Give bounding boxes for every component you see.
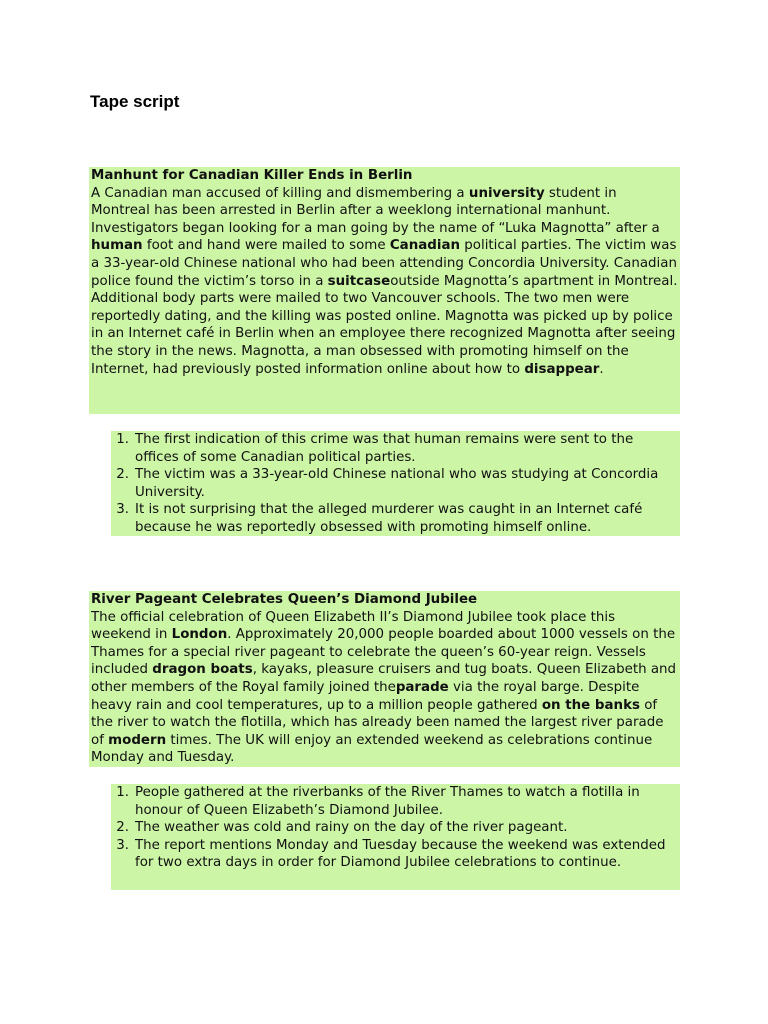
article-headline: River Pageant Celebrates Queen’s Diamond Jubilee (91, 592, 478, 607)
body-segment: A Canadian man accused of killing and dismembering a (91, 185, 469, 201)
statement-text: It is not surprising that the alleged murderer was caught in an Internet café because he was reportedly obsessed with promoting himself online. (135, 502, 643, 535)
bold-keyword: disappear (524, 361, 600, 377)
body-segment: via the royal barge. Despite heavy rain and cool temperatures, up to a million people gathered (91, 679, 640, 713)
bold-keyword: human (91, 238, 143, 254)
list-item: 1. The first indication of this crime was that human remains were sent to the offices of some Canadian political parties. (116, 432, 634, 465)
article-body (91, 609, 678, 767)
body-segment: The official celebration of Queen Elizabeth II’s Diamond Jubilee took place this weekend in (91, 609, 616, 643)
bold-keyword: Canadian (389, 238, 461, 254)
statement-text: The first indication of this crime was that human remains were sent to the offices of some Canadian political parties. (135, 432, 634, 465)
statement-text: The weather was cold and rainy on the day of the river pageant. (135, 820, 568, 836)
article-body (91, 185, 678, 379)
statement-text: The report mentions Monday and Tuesday because the weekend was extended for two extra days in order for Diamond Jubilee celebrations to continue. (135, 837, 666, 871)
article-headline: Manhunt for Canadian Killer Ends in Berlin (91, 168, 413, 183)
body-segment: student in Montreal has been arrested in Berlin after a weeklong international manhunt. Investigators began looking for a man going by the name of “Luka Magnotta” after a (91, 185, 660, 236)
bold-keyword: parade (395, 679, 449, 695)
statement-text: The victim was a 33-year-old Chinese national who was studying at Concordia University. (135, 467, 659, 500)
article-manhunt (89, 167, 680, 414)
statements-list-manhunt (111, 431, 680, 536)
bold-keyword: London (171, 627, 228, 643)
body-segment: . (599, 361, 604, 377)
list-item: 1. People gathered at the riverbanks of the River Thames to watch a flotilla in honour of Queen Elizabeth’s Diamond Jubilee. (116, 785, 640, 818)
list-item: 3. The report mentions Monday and Tuesday because the weekend was extended for two extra days in order for Diamond Jubilee celebrations to continue. (116, 837, 666, 871)
statement-text: People gathered at the riverbanks of the River Thames to watch a flotilla in honour of Queen Elizabeth’s Diamond Jubilee. (135, 785, 640, 818)
bold-keyword: dragon boats (152, 662, 253, 678)
bold-keyword: university (468, 185, 545, 201)
body-segment: times. The UK will enjoy an extended weekend as celebrations continue Monday and Tuesday. (91, 732, 653, 766)
page-title: Tape script (90, 92, 180, 111)
article-river-pageant (89, 591, 680, 767)
body-segment: foot and hand were mailed to some (142, 238, 390, 254)
statements-list-river-pageant (111, 784, 680, 890)
body-segment: . Approximately 20,000 people boarded about 1000 vessels on the Thames for a special river pageant to celebrate the queen’s 60-year reign. Vessels included (91, 627, 676, 678)
bold-keyword: on the banks (541, 697, 640, 713)
body-segment: political parties. The victim was a 33-year-old Chinese national who had been attending Concordia University. Canadian police found the victim’s torso in a (91, 238, 677, 289)
body-segment: outside Magnotta’s apartment in Montreal. Additional body parts were mailed to two Vancouver schools. The two men were reportedly dating, and the killing was posted online. Magnotta was picked up by police in an Internet café in Berlin when an employee there recognized Magnotta after seeing the story in the news. Magnotta, a man obsessed with promoting himself on the Internet, had previously posted information online about how to (91, 273, 678, 377)
body-segment: of the river to watch the flotilla, which has already been named the largest river parade of (91, 697, 664, 748)
bold-keyword: modern (108, 732, 167, 748)
bold-keyword: suitcase (327, 273, 391, 289)
list-item: 2. The victim was a 33-year-old Chinese national who was studying at Concordia University. (116, 467, 659, 500)
list-item: 3. It is not surprising that the alleged murderer was caught in an Internet café because he was reportedly obsessed with promoting himself online. (116, 502, 643, 535)
list-item: 2. The weather was cold and rainy on the day of the river pageant. (116, 820, 568, 836)
body-segment: , kayaks, pleasure cruisers and tug boats. Queen Elizabeth and other members of the Royal family joined the (91, 662, 677, 695)
